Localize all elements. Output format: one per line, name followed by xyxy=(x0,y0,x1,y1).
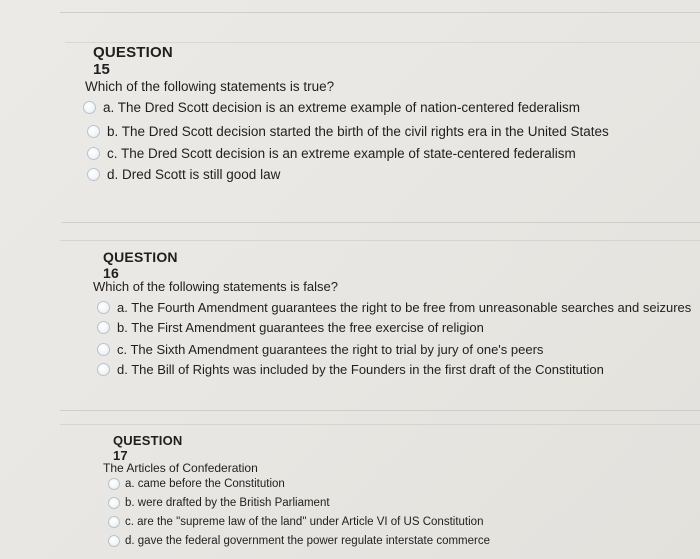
radio-button[interactable] xyxy=(108,516,120,528)
radio-button[interactable] xyxy=(97,343,110,356)
divider xyxy=(60,12,700,13)
question-prompt: The Articles of Confederation xyxy=(103,461,258,475)
question-prompt: Which of the following statements is false? xyxy=(93,279,338,294)
answer-option-b[interactable] xyxy=(97,320,484,335)
radio-button[interactable] xyxy=(87,147,100,160)
option-label: c. The Sixth Amendment guarantees the right to trial by jury of one's peers xyxy=(117,342,544,357)
answer-option-b[interactable] xyxy=(87,124,609,139)
option-label: b. The First Amendment guarantees the free exercise of religion xyxy=(117,320,484,335)
answer-option-d[interactable] xyxy=(108,535,490,547)
answer-option-d[interactable] xyxy=(87,167,280,182)
divider xyxy=(60,424,700,425)
question-title: QUESTION 16 xyxy=(103,249,178,281)
divider xyxy=(60,410,700,411)
divider xyxy=(60,240,700,241)
answer-option-a[interactable] xyxy=(83,100,580,115)
answer-option-a[interactable] xyxy=(97,300,691,315)
option-label: c. are the "supreme law of the land" under Article VI of US Constitution xyxy=(125,516,484,528)
option-label: a. The Fourth Amendment guarantees the right to be free from unreasonable searches and seizures xyxy=(117,300,692,315)
answer-option-c[interactable] xyxy=(87,146,576,161)
answer-option-c[interactable] xyxy=(108,516,483,528)
option-label: c. The Dred Scott decision is an extreme example of state-centered federalism xyxy=(107,146,576,161)
option-label: d. The Bill of Rights was included by the Founders in the first draft of the Constitution xyxy=(117,362,604,377)
answer-option-d[interactable] xyxy=(97,362,604,377)
radio-button[interactable] xyxy=(108,497,120,509)
radio-button[interactable] xyxy=(108,478,120,490)
option-label: b. The Dred Scott decision started the birth of the civil rights era in the United States xyxy=(107,124,609,139)
radio-button[interactable] xyxy=(87,125,100,138)
question-title: QUESTION 17 xyxy=(113,433,183,463)
divider xyxy=(62,222,700,223)
answer-option-c[interactable] xyxy=(97,342,543,357)
radio-button[interactable] xyxy=(108,535,120,547)
radio-button[interactable] xyxy=(97,301,110,314)
divider xyxy=(65,42,700,43)
radio-button[interactable] xyxy=(87,168,100,181)
option-label: d. gave the federal government the power regulate interstate commerce xyxy=(125,535,491,547)
option-label: b. were drafted by the British Parliament xyxy=(125,497,330,509)
radio-button[interactable] xyxy=(83,101,96,114)
option-label: a. came before the Constitution xyxy=(125,478,285,490)
question-title: QUESTION 15 xyxy=(93,44,173,78)
radio-button[interactable] xyxy=(97,363,110,376)
answer-option-b[interactable] xyxy=(108,497,330,509)
answer-option-a[interactable] xyxy=(108,478,285,490)
option-label: d. Dred Scott is still good law xyxy=(107,167,281,182)
radio-button[interactable] xyxy=(97,321,110,334)
question-prompt: Which of the following statements is true? xyxy=(85,79,335,94)
option-label: a. The Dred Scott decision is an extreme example of nation-centered federalism xyxy=(103,100,580,115)
